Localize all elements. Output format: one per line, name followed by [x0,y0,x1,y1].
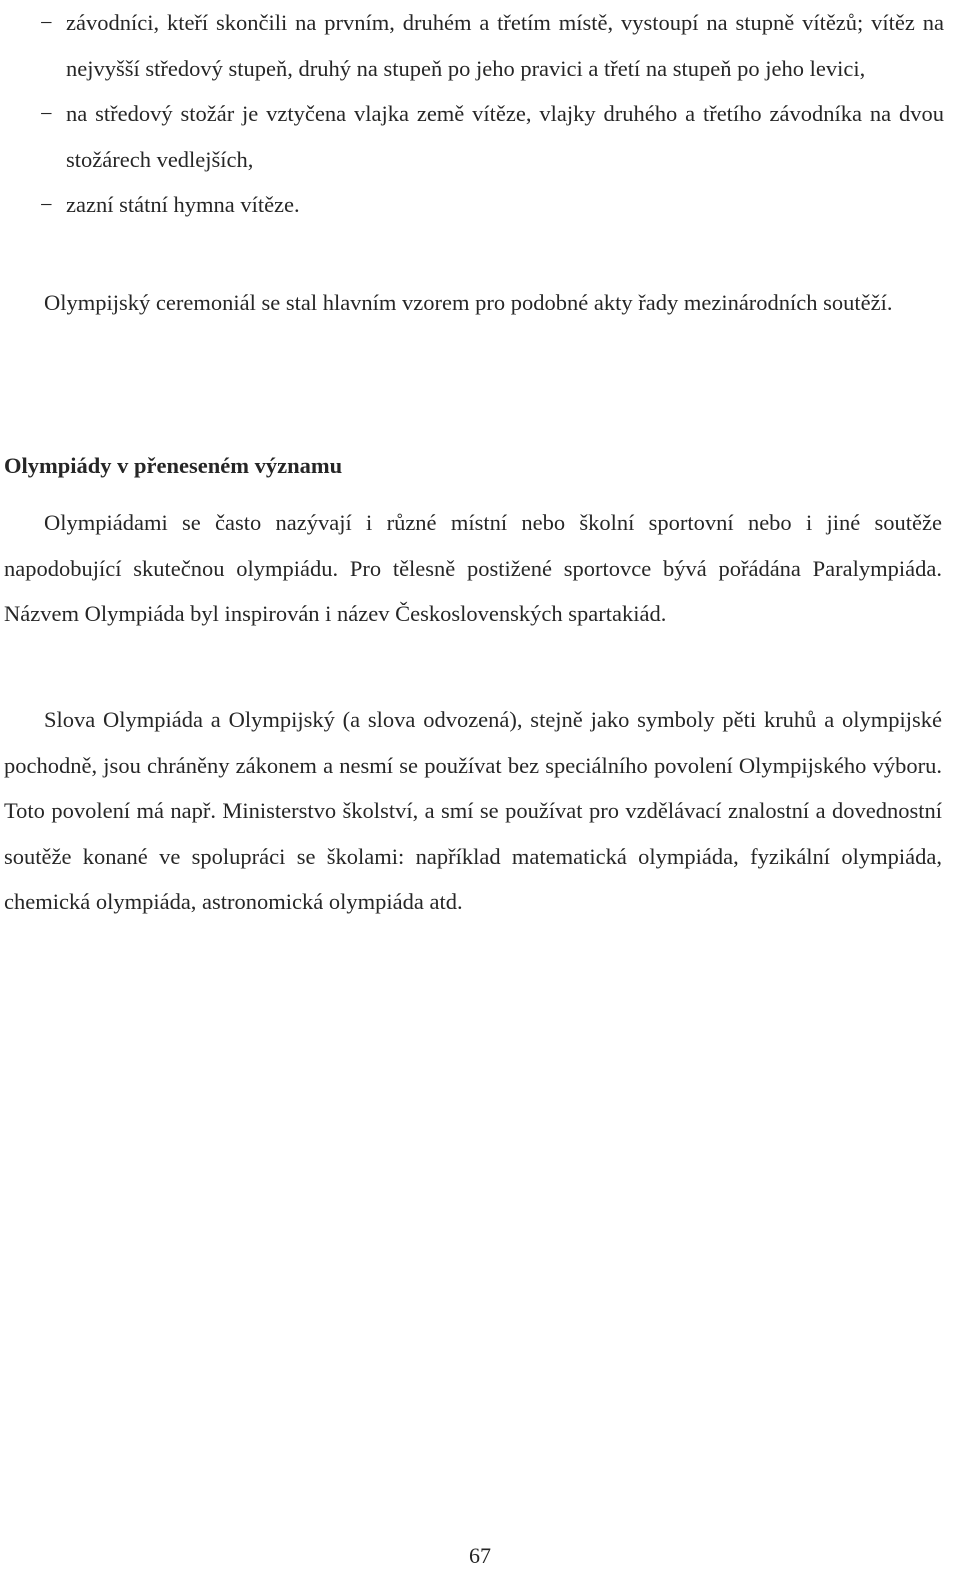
page-number: 67 [469,1543,491,1568]
list-item [0,0,960,91]
paragraph-protected-words: Slova Olympiáda a Olympijský (a slova odvozená), stejně jako symboly pěti kruhů a olympijské pochodně, jsou chráněny zákonem a nesmí se používat bez speciálního povolení Olympijského výboru. Toto povolení má např. Ministerstvo školství, a smí se používat pro vzdělávací znalostní a dovednostní soutěže konané ve spolupráci se školami: například matematická olympiáda, fyzikální olympiáda, chemická olympiáda, astronomická olympiáda atd. [4,707,942,914]
list-dash: − [40,101,53,126]
list-dash: − [40,10,53,35]
paragraph-ceremony: Olympijský ceremoniál se stal hlavním vzorem pro podobné akty řady mezinárodních soutěží. [44,290,893,315]
list-dash: − [40,192,53,217]
list-item-text: závodníci, kteří skončili na prvním, druhém a třetím místě, vystoupí na stupně vítězů; vítěz na nejvyšší středový stupeň, druhý na stupeň po jeho pravici a třetí na stupeň po jeho levici, [66,10,944,81]
list-item-text: na středový stožár je vztyčena vlajka země vítěze, vlajky druhého a třetího závodníka na dvou stožárech vedlejších, [66,101,944,172]
section-heading: Olympiády v přeneseném významu [4,453,343,478]
bullet-list [0,0,960,228]
list-item [0,182,960,228]
list-item-text: zazní státní hymna vítěze. [66,192,300,217]
list-item [0,91,960,182]
paragraph-olympiads: Olympiádami se často nazývají i různé místní nebo školní sportovní nebo i jiné soutěže napodobující skutečnou olympiádu. Pro tělesně postižené sportovce bývá pořádána Paralympiáda. Názvem Olympiáda byl inspirován i název Československých spartakiád. [4,510,942,626]
